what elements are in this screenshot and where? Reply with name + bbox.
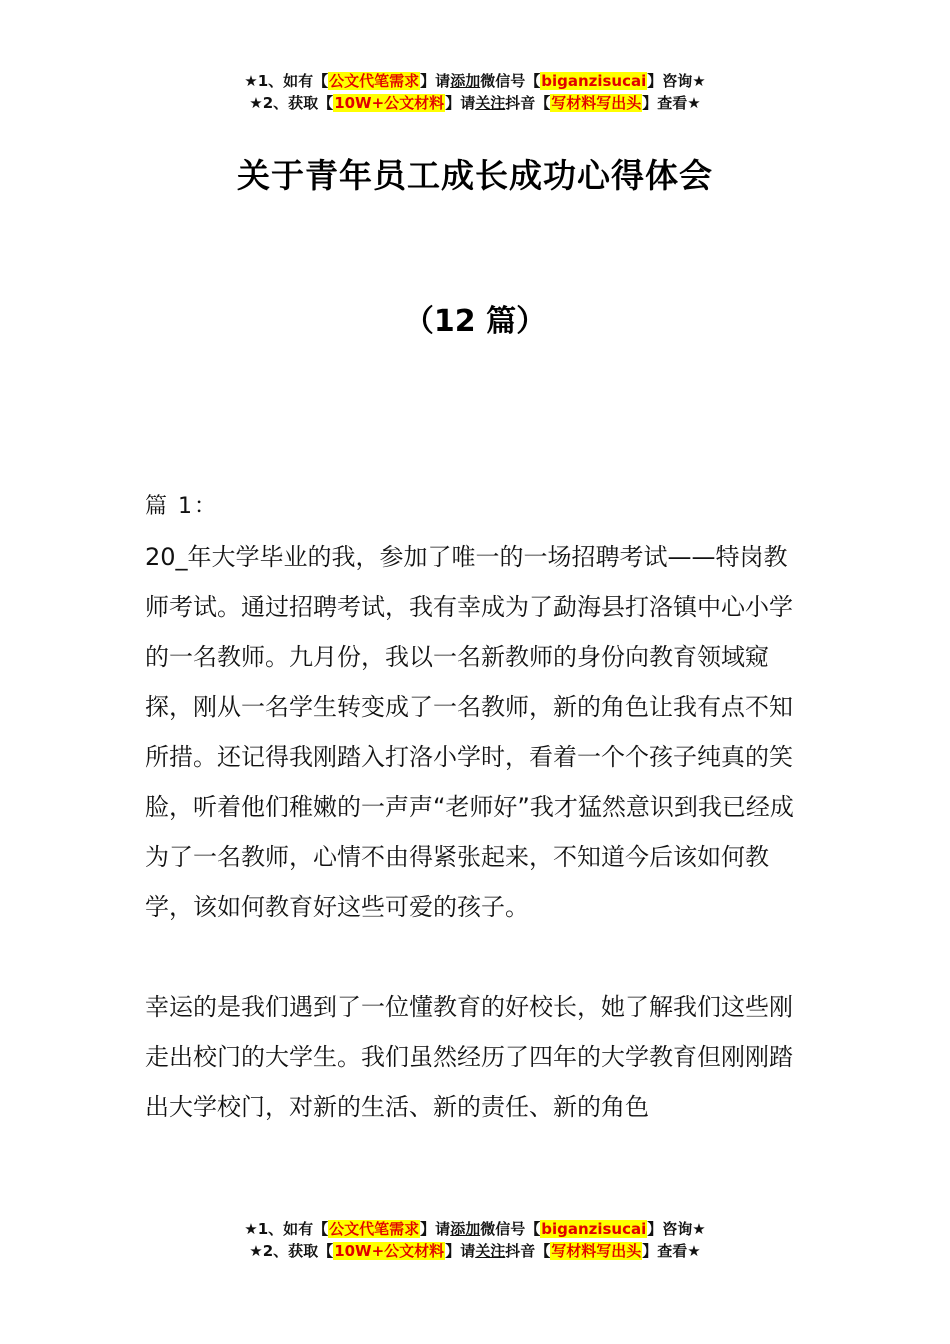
- promo-highlight: 公文代笔需求: [329, 1220, 420, 1238]
- promo-line-1: [0, 1218, 950, 1240]
- promo-underline: 添加: [450, 1220, 481, 1238]
- promo-text: 微信号【: [480, 1220, 541, 1238]
- promo-text: 微信号【: [480, 72, 541, 90]
- promo-wechat-id: biganzisucai: [541, 1220, 647, 1238]
- promo-banner-top: [0, 70, 950, 114]
- section-label: 篇 1：: [145, 494, 218, 519]
- promo-line-1: [0, 70, 950, 92]
- promo-wechat-id: biganzisucai: [541, 72, 647, 90]
- promo-line-2: [0, 1240, 950, 1262]
- promo-underline: 关注: [475, 94, 506, 112]
- promo-text: 】请: [420, 72, 451, 90]
- promo-highlight: 10W+公文材料: [334, 1242, 445, 1260]
- promo-text: ★1、如有【: [244, 1220, 329, 1238]
- promo-text: 】查看★: [642, 1242, 701, 1260]
- document-body: [145, 482, 810, 1132]
- promo-text: 】请: [420, 1220, 451, 1238]
- promo-underline: 添加: [450, 72, 481, 90]
- promo-text: 抖音【: [505, 94, 551, 112]
- promo-highlight: 公文代笔需求: [329, 72, 420, 90]
- promo-underline: 关注: [475, 1242, 506, 1260]
- document-title: 关于青年员工成长成功心得体会: [237, 156, 713, 195]
- promo-text: 】咨询★: [647, 72, 706, 90]
- promo-text: 】请: [445, 94, 476, 112]
- promo-text: 抖音【: [505, 1242, 551, 1260]
- promo-text: ★2、获取【: [249, 1242, 334, 1260]
- promo-douyin-id: 写材料写出头: [551, 1242, 642, 1260]
- promo-line-2: [0, 92, 950, 114]
- promo-highlight: 10W+公文材料: [334, 94, 445, 112]
- promo-douyin-id: 写材料写出头: [551, 94, 642, 112]
- promo-text: ★2、获取【: [249, 94, 334, 112]
- promo-text: ★1、如有【: [244, 72, 329, 90]
- promo-text: 】查看★: [642, 94, 701, 112]
- body-paragraph-1: 20_年大学毕业的我，参加了唯一的一场招聘考试——特岗教师考试。通过招聘考试，我有幸成为了勐海县打洛镇中心小学的一名教师。九月份，我以一名新教师的身份向教育领域窥探，刚从一名学生转变成了一名教师，新的角色让我有点不知所措。还记得我刚踏入打洛小学时，看着一个个孩子纯真的笑脸，听着他们稚嫩的一声声“老师好”我才猛然意识到我已经成为了一名教师，心情不由得紧张起来，不知道今后该如何教学，该如何教育好这些可爱的孩子。: [145, 543, 794, 921]
- promo-text: 】咨询★: [647, 1220, 706, 1238]
- document-subtitle: （12 篇）: [403, 304, 547, 339]
- promo-text: 】请: [445, 1242, 476, 1260]
- paragraph-spacer: [145, 932, 810, 982]
- body-paragraph-2: 幸运的是我们遇到了一位懂教育的好校长，她了解我们这些刚走出校门的大学生。我们虽然经历了四年的大学教育但刚刚踏出大学校门，对新的生活、新的责任、新的角色: [145, 993, 793, 1121]
- promo-banner-bottom: [0, 1218, 950, 1262]
